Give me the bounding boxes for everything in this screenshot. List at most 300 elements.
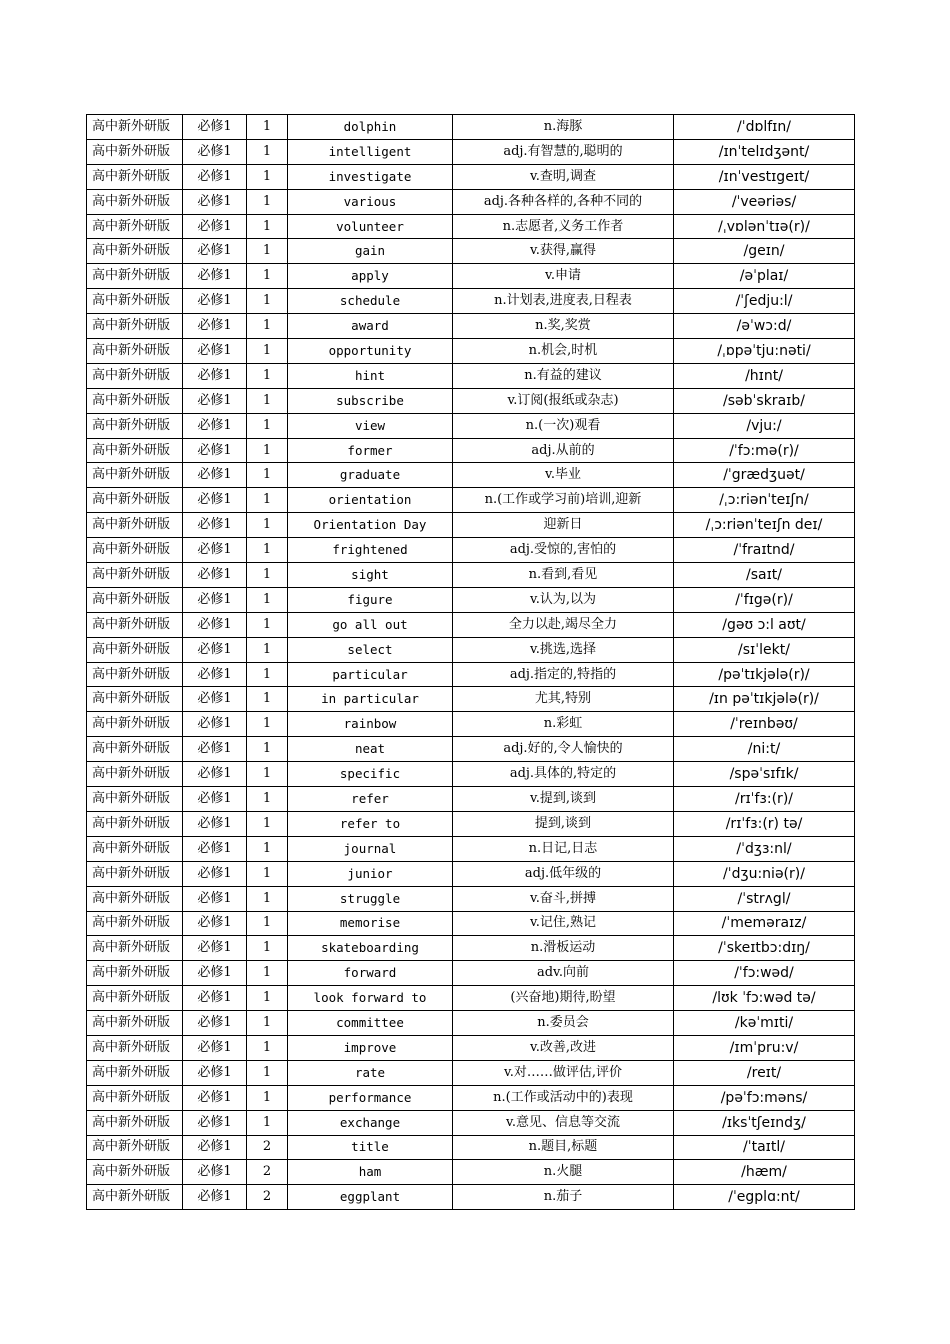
module-cell: 必修1: [183, 861, 247, 886]
meaning-cell: n.看到,看见: [453, 563, 674, 588]
word-cell: improve: [288, 1035, 453, 1060]
textbook-cell: 高中新外研版: [87, 637, 183, 662]
unit-cell: 1: [247, 463, 288, 488]
unit-cell: 1: [247, 961, 288, 986]
phonetic-cell: /ˈfɔ:wəd/: [674, 961, 855, 986]
module-cell: 必修1: [183, 1160, 247, 1185]
word-cell: various: [288, 189, 453, 214]
meaning-cell: n.海豚: [453, 115, 674, 140]
textbook-cell: 高中新外研版: [87, 836, 183, 861]
module-cell: 必修1: [183, 737, 247, 762]
phonetic-cell: /əˈplaɪ/: [674, 264, 855, 289]
module-cell: 必修1: [183, 538, 247, 563]
unit-cell: 1: [247, 314, 288, 339]
phonetic-cell: /lʊk ˈfɔ:wəd tə/: [674, 986, 855, 1011]
unit-cell: 1: [247, 836, 288, 861]
phonetic-cell: /ˈstrʌgl/: [674, 886, 855, 911]
meaning-cell: n.委员会: [453, 1011, 674, 1036]
table-row: [87, 662, 855, 687]
phonetic-cell: /ɪnˈvestɪgeɪt/: [674, 164, 855, 189]
textbook-cell: 高中新外研版: [87, 314, 183, 339]
textbook-cell: 高中新外研版: [87, 1035, 183, 1060]
meaning-cell: v.对……做评估,评价: [453, 1060, 674, 1085]
meaning-cell: adj.指定的,特指的: [453, 662, 674, 687]
phonetic-cell: /ˈmeməraɪz/: [674, 911, 855, 936]
word-cell: skateboarding: [288, 936, 453, 961]
textbook-cell: 高中新外研版: [87, 737, 183, 762]
unit-cell: 1: [247, 438, 288, 463]
phonetic-cell: /ˈdʒɜ:nl/: [674, 836, 855, 861]
phonetic-cell: /rɪˈfɜ:(r) tə/: [674, 811, 855, 836]
table-row: [87, 762, 855, 787]
table-row: [87, 712, 855, 737]
unit-cell: 1: [247, 488, 288, 513]
textbook-cell: 高中新外研版: [87, 911, 183, 936]
table-row: [87, 189, 855, 214]
module-cell: 必修1: [183, 388, 247, 413]
table-row: [87, 1135, 855, 1160]
meaning-cell: n.题目,标题: [453, 1135, 674, 1160]
module-cell: 必修1: [183, 836, 247, 861]
table-row: [87, 388, 855, 413]
unit-cell: 1: [247, 811, 288, 836]
unit-cell: 1: [247, 239, 288, 264]
word-cell: journal: [288, 836, 453, 861]
table-row: [87, 911, 855, 936]
unit-cell: 1: [247, 214, 288, 239]
phonetic-cell: /ˈreɪnbəʊ/: [674, 712, 855, 737]
textbook-cell: 高中新外研版: [87, 612, 183, 637]
table-row: [87, 1160, 855, 1185]
module-cell: 必修1: [183, 513, 247, 538]
word-cell: orientation: [288, 488, 453, 513]
table-row: [87, 1085, 855, 1110]
module-cell: 必修1: [183, 488, 247, 513]
phonetic-cell: /rɪˈfɜ:(r)/: [674, 787, 855, 812]
module-cell: 必修1: [183, 363, 247, 388]
word-cell: apply: [288, 264, 453, 289]
phonetic-cell: /ˈtaɪtl/: [674, 1135, 855, 1160]
unit-cell: 1: [247, 587, 288, 612]
phonetic-cell: /səbˈskraɪb/: [674, 388, 855, 413]
word-cell: exchange: [288, 1110, 453, 1135]
word-cell: forward: [288, 961, 453, 986]
meaning-cell: n.茄子: [453, 1185, 674, 1210]
textbook-cell: 高中新外研版: [87, 1085, 183, 1110]
phonetic-cell: /ˈfɔ:mə(r)/: [674, 438, 855, 463]
unit-cell: 1: [247, 1110, 288, 1135]
textbook-cell: 高中新外研版: [87, 189, 183, 214]
meaning-cell: n.日记,日志: [453, 836, 674, 861]
phonetic-cell: /ˌɔ:riənˈteɪʃn/: [674, 488, 855, 513]
phonetic-cell: /əˈwɔ:d/: [674, 314, 855, 339]
module-cell: 必修1: [183, 886, 247, 911]
unit-cell: 1: [247, 413, 288, 438]
meaning-cell: adj.具体的,特定的: [453, 762, 674, 787]
textbook-cell: 高中新外研版: [87, 1185, 183, 1210]
module-cell: 必修1: [183, 1110, 247, 1135]
module-cell: 必修1: [183, 314, 247, 339]
module-cell: 必修1: [183, 1060, 247, 1085]
unit-cell: 1: [247, 139, 288, 164]
table-row: [87, 1185, 855, 1210]
meaning-cell: v.申请: [453, 264, 674, 289]
meaning-cell: n.计划表,进度表,日程表: [453, 289, 674, 314]
textbook-cell: 高中新外研版: [87, 662, 183, 687]
meaning-cell: n.(一次)观看: [453, 413, 674, 438]
textbook-cell: 高中新外研版: [87, 488, 183, 513]
word-cell: particular: [288, 662, 453, 687]
unit-cell: 1: [247, 886, 288, 911]
textbook-cell: 高中新外研版: [87, 762, 183, 787]
module-cell: 必修1: [183, 936, 247, 961]
meaning-cell: n.(工作或活动中的)表现: [453, 1085, 674, 1110]
phonetic-cell: /ˈveəriəs/: [674, 189, 855, 214]
word-cell: eggplant: [288, 1185, 453, 1210]
word-cell: struggle: [288, 886, 453, 911]
table-row: [87, 886, 855, 911]
meaning-cell: n.机会,时机: [453, 339, 674, 364]
meaning-cell: n.志愿者,义务工作者: [453, 214, 674, 239]
table-row: [87, 1035, 855, 1060]
unit-cell: 1: [247, 612, 288, 637]
word-cell: refer: [288, 787, 453, 812]
module-cell: 必修1: [183, 1011, 247, 1036]
phonetic-cell: /ˈskeɪtbɔ:dɪŋ/: [674, 936, 855, 961]
meaning-cell: n.彩虹: [453, 712, 674, 737]
unit-cell: 1: [247, 936, 288, 961]
textbook-cell: 高中新外研版: [87, 986, 183, 1011]
module-cell: 必修1: [183, 637, 247, 662]
word-cell: volunteer: [288, 214, 453, 239]
meaning-cell: 全力以赴,竭尽全力: [453, 612, 674, 637]
textbook-cell: 高中新外研版: [87, 239, 183, 264]
module-cell: 必修1: [183, 563, 247, 588]
phonetic-cell: /ˈʃedju:l/: [674, 289, 855, 314]
meaning-cell: n.火腿: [453, 1160, 674, 1185]
unit-cell: 1: [247, 363, 288, 388]
word-cell: committee: [288, 1011, 453, 1036]
word-cell: rate: [288, 1060, 453, 1085]
meaning-cell: adv.向前: [453, 961, 674, 986]
word-cell: graduate: [288, 463, 453, 488]
module-cell: 必修1: [183, 164, 247, 189]
word-cell: gain: [288, 239, 453, 264]
unit-cell: 1: [247, 662, 288, 687]
module-cell: 必修1: [183, 115, 247, 140]
word-cell: ham: [288, 1160, 453, 1185]
table-row: [87, 687, 855, 712]
word-cell: former: [288, 438, 453, 463]
module-cell: 必修1: [183, 612, 247, 637]
unit-cell: 1: [247, 1060, 288, 1085]
phonetic-cell: /sɪˈlekt/: [674, 637, 855, 662]
unit-cell: 1: [247, 687, 288, 712]
unit-cell: 1: [247, 563, 288, 588]
meaning-cell: v.获得,赢得: [453, 239, 674, 264]
word-cell: refer to: [288, 811, 453, 836]
table-row: [87, 239, 855, 264]
module-cell: 必修1: [183, 662, 247, 687]
word-cell: schedule: [288, 289, 453, 314]
textbook-cell: 高中新外研版: [87, 712, 183, 737]
textbook-cell: 高中新外研版: [87, 886, 183, 911]
unit-cell: 1: [247, 1035, 288, 1060]
table-row: [87, 587, 855, 612]
table-row: [87, 563, 855, 588]
meaning-cell: v.提到,谈到: [453, 787, 674, 812]
phonetic-cell: /pəˈfɔ:məns/: [674, 1085, 855, 1110]
phonetic-cell: /pəˈtɪkjələ(r)/: [674, 662, 855, 687]
textbook-cell: 高中新外研版: [87, 861, 183, 886]
textbook-cell: 高中新外研版: [87, 1160, 183, 1185]
table-row: [87, 612, 855, 637]
textbook-cell: 高中新外研版: [87, 811, 183, 836]
phonetic-cell: /ˈdɒlfɪn/: [674, 115, 855, 140]
meaning-cell: v.毕业: [453, 463, 674, 488]
phonetic-cell: /reɪt/: [674, 1060, 855, 1085]
meaning-cell: adj.各种各样的,各种不同的: [453, 189, 674, 214]
textbook-cell: 高中新外研版: [87, 1060, 183, 1085]
word-cell: neat: [288, 737, 453, 762]
phonetic-cell: /hɪnt/: [674, 363, 855, 388]
word-cell: subscribe: [288, 388, 453, 413]
word-cell: in particular: [288, 687, 453, 712]
module-cell: 必修1: [183, 1135, 247, 1160]
textbook-cell: 高中新外研版: [87, 1011, 183, 1036]
textbook-cell: 高中新外研版: [87, 388, 183, 413]
word-cell: figure: [288, 587, 453, 612]
table-row: [87, 413, 855, 438]
meaning-cell: 尤其,特别: [453, 687, 674, 712]
unit-cell: 1: [247, 762, 288, 787]
phonetic-cell: /ˌvɒlənˈtɪə(r)/: [674, 214, 855, 239]
meaning-cell: v.挑选,选择: [453, 637, 674, 662]
module-cell: 必修1: [183, 463, 247, 488]
module-cell: 必修1: [183, 438, 247, 463]
unit-cell: 1: [247, 264, 288, 289]
unit-cell: 1: [247, 388, 288, 413]
textbook-cell: 高中新外研版: [87, 936, 183, 961]
textbook-cell: 高中新外研版: [87, 339, 183, 364]
word-cell: go all out: [288, 612, 453, 637]
table-row: [87, 314, 855, 339]
module-cell: 必修1: [183, 687, 247, 712]
textbook-cell: 高中新外研版: [87, 787, 183, 812]
meaning-cell: n.滑板运动: [453, 936, 674, 961]
table-row: [87, 861, 855, 886]
table-row: [87, 339, 855, 364]
table-row: [87, 488, 855, 513]
table-row: [87, 139, 855, 164]
meaning-cell: n.有益的建议: [453, 363, 674, 388]
module-cell: 必修1: [183, 339, 247, 364]
meaning-cell: adj.从前的: [453, 438, 674, 463]
unit-cell: 1: [247, 861, 288, 886]
table-row: [87, 289, 855, 314]
phonetic-cell: /ˈgrædʒuət/: [674, 463, 855, 488]
module-cell: 必修1: [183, 1185, 247, 1210]
textbook-cell: 高中新外研版: [87, 587, 183, 612]
textbook-cell: 高中新外研版: [87, 363, 183, 388]
table-row: [87, 1110, 855, 1135]
phonetic-cell: /ˌɒpəˈtju:nəti/: [674, 339, 855, 364]
textbook-cell: 高中新外研版: [87, 1135, 183, 1160]
unit-cell: 1: [247, 911, 288, 936]
table-row: [87, 637, 855, 662]
module-cell: 必修1: [183, 811, 247, 836]
textbook-cell: 高中新外研版: [87, 214, 183, 239]
meaning-cell: v.奋斗,拼搏: [453, 886, 674, 911]
meaning-cell: n.奖,奖赏: [453, 314, 674, 339]
module-cell: 必修1: [183, 587, 247, 612]
table-row: [87, 1060, 855, 1085]
module-cell: 必修1: [183, 986, 247, 1011]
table-row: [87, 164, 855, 189]
unit-cell: 1: [247, 189, 288, 214]
textbook-cell: 高中新外研版: [87, 438, 183, 463]
table-row: [87, 463, 855, 488]
phonetic-cell: /ˈfɪgə(r)/: [674, 587, 855, 612]
module-cell: 必修1: [183, 189, 247, 214]
phonetic-cell: /vju:/: [674, 413, 855, 438]
phonetic-cell: /ˌɔ:riənˈteɪʃn deɪ/: [674, 513, 855, 538]
phonetic-cell: /kəˈmɪti/: [674, 1011, 855, 1036]
word-cell: Orientation Day: [288, 513, 453, 538]
word-cell: frightened: [288, 538, 453, 563]
phonetic-cell: /ɪksˈtʃeɪndʒ/: [674, 1110, 855, 1135]
module-cell: 必修1: [183, 911, 247, 936]
meaning-cell: v.查明,调查: [453, 164, 674, 189]
module-cell: 必修1: [183, 762, 247, 787]
phonetic-cell: /hæm/: [674, 1160, 855, 1185]
textbook-cell: 高中新外研版: [87, 463, 183, 488]
textbook-cell: 高中新外研版: [87, 513, 183, 538]
word-cell: hint: [288, 363, 453, 388]
unit-cell: 1: [247, 1011, 288, 1036]
unit-cell: 1: [247, 637, 288, 662]
unit-cell: 1: [247, 513, 288, 538]
word-cell: opportunity: [288, 339, 453, 364]
meaning-cell: v.记住,熟记: [453, 911, 674, 936]
phonetic-cell: /ˈegplɑ:nt/: [674, 1185, 855, 1210]
textbook-cell: 高中新外研版: [87, 115, 183, 140]
table-row: [87, 214, 855, 239]
phonetic-cell: /ɪn pəˈtɪkjələ(r)/: [674, 687, 855, 712]
unit-cell: 1: [247, 986, 288, 1011]
table-row: [87, 936, 855, 961]
phonetic-cell: /geɪn/: [674, 239, 855, 264]
phonetic-cell: /ɪmˈpru:v/: [674, 1035, 855, 1060]
meaning-cell: n.(工作或学习前)培训,迎新: [453, 488, 674, 513]
phonetic-cell: /ˈfraɪtnd/: [674, 538, 855, 563]
textbook-cell: 高中新外研版: [87, 413, 183, 438]
textbook-cell: 高中新外研版: [87, 289, 183, 314]
phonetic-cell: /saɪt/: [674, 563, 855, 588]
phonetic-cell: /gəʊ ɔ:l aʊt/: [674, 612, 855, 637]
textbook-cell: 高中新外研版: [87, 1110, 183, 1135]
meaning-cell: (兴奋地)期待,盼望: [453, 986, 674, 1011]
unit-cell: 1: [247, 289, 288, 314]
table-row: [87, 1011, 855, 1036]
unit-cell: 2: [247, 1160, 288, 1185]
unit-cell: 1: [247, 787, 288, 812]
textbook-cell: 高中新外研版: [87, 264, 183, 289]
word-cell: rainbow: [288, 712, 453, 737]
unit-cell: 1: [247, 712, 288, 737]
textbook-cell: 高中新外研版: [87, 687, 183, 712]
module-cell: 必修1: [183, 961, 247, 986]
table-row: [87, 538, 855, 563]
unit-cell: 2: [247, 1185, 288, 1210]
meaning-cell: 提到,谈到: [453, 811, 674, 836]
module-cell: 必修1: [183, 413, 247, 438]
phonetic-cell: /ˈdʒu:niə(r)/: [674, 861, 855, 886]
textbook-cell: 高中新外研版: [87, 961, 183, 986]
table-row: [87, 363, 855, 388]
phonetic-cell: /ni:t/: [674, 737, 855, 762]
table-row: [87, 513, 855, 538]
module-cell: 必修1: [183, 214, 247, 239]
module-cell: 必修1: [183, 712, 247, 737]
textbook-cell: 高中新外研版: [87, 538, 183, 563]
meaning-cell: v.认为,以为: [453, 587, 674, 612]
meaning-cell: adj.低年级的: [453, 861, 674, 886]
textbook-cell: 高中新外研版: [87, 164, 183, 189]
word-cell: look forward to: [288, 986, 453, 1011]
vocabulary-table: [86, 114, 855, 1210]
meaning-cell: adj.有智慧的,聪明的: [453, 139, 674, 164]
phonetic-cell: /ɪnˈtelɪdʒənt/: [674, 139, 855, 164]
table-row: [87, 264, 855, 289]
word-cell: sight: [288, 563, 453, 588]
table-row: [87, 836, 855, 861]
meaning-cell: v.意见、信息等交流: [453, 1110, 674, 1135]
textbook-cell: 高中新外研版: [87, 139, 183, 164]
word-cell: award: [288, 314, 453, 339]
unit-cell: 1: [247, 737, 288, 762]
meaning-cell: v.改善,改进: [453, 1035, 674, 1060]
word-cell: investigate: [288, 164, 453, 189]
meaning-cell: 迎新日: [453, 513, 674, 538]
module-cell: 必修1: [183, 787, 247, 812]
table-row: [87, 961, 855, 986]
word-cell: performance: [288, 1085, 453, 1110]
meaning-cell: adj.受惊的,害怕的: [453, 538, 674, 563]
word-cell: title: [288, 1135, 453, 1160]
module-cell: 必修1: [183, 264, 247, 289]
table-row: [87, 737, 855, 762]
phonetic-cell: /spəˈsɪfɪk/: [674, 762, 855, 787]
module-cell: 必修1: [183, 239, 247, 264]
unit-cell: 1: [247, 538, 288, 563]
word-cell: select: [288, 637, 453, 662]
meaning-cell: v.订阅(报纸或杂志): [453, 388, 674, 413]
table-row: [87, 986, 855, 1011]
unit-cell: 1: [247, 164, 288, 189]
unit-cell: 2: [247, 1135, 288, 1160]
unit-cell: 1: [247, 339, 288, 364]
meaning-cell: adj.好的,令人愉快的: [453, 737, 674, 762]
vocabulary-table-body: [87, 115, 855, 1210]
module-cell: 必修1: [183, 139, 247, 164]
word-cell: dolphin: [288, 115, 453, 140]
module-cell: 必修1: [183, 289, 247, 314]
unit-cell: 1: [247, 115, 288, 140]
textbook-cell: 高中新外研版: [87, 563, 183, 588]
unit-cell: 1: [247, 1085, 288, 1110]
word-cell: memorise: [288, 911, 453, 936]
